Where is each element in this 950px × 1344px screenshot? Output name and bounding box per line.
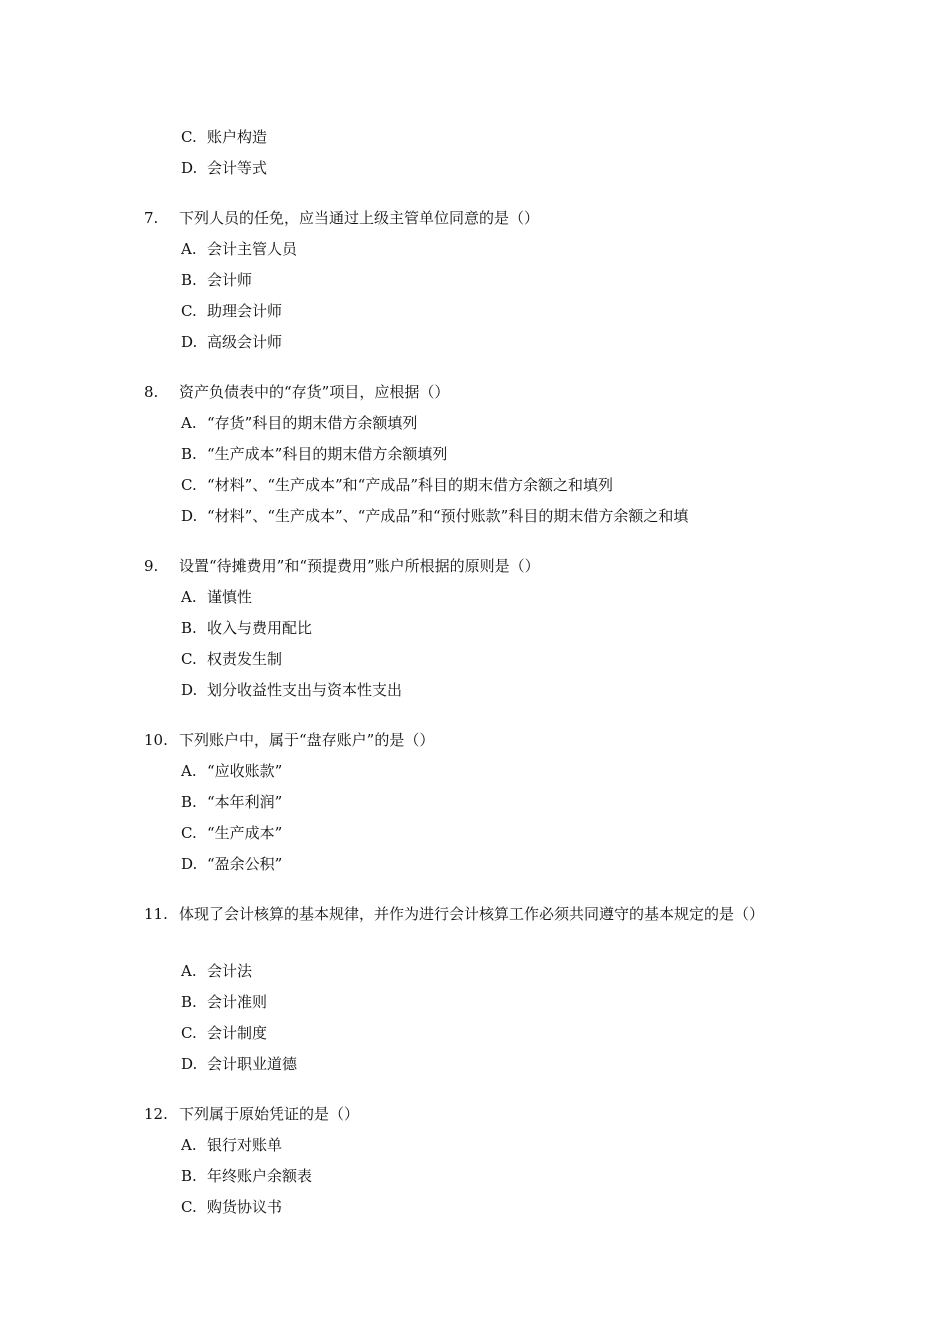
q8-option-d xyxy=(181,506,688,526)
option-text: 助理会计师 xyxy=(207,302,283,320)
option-label: B. xyxy=(181,793,197,811)
option-text: 购货协议书 xyxy=(207,1198,283,1216)
option-label: D. xyxy=(181,855,198,873)
q10-option-a xyxy=(181,761,282,781)
option-text: “生产成本” xyxy=(207,824,283,842)
question-text: 体现了会计核算的基本规律，并作为进行会计核算工作必须共同遵守的基本规定的是（） xyxy=(179,905,765,923)
question-number: 11. xyxy=(144,905,168,923)
q12-option-b xyxy=(181,1166,312,1186)
question-text: 设置“待摊费用”和“预提费用”账户所根据的原则是（） xyxy=(179,557,540,575)
option-label: A. xyxy=(181,588,197,606)
option-text: 会计等式 xyxy=(207,159,268,177)
option-label: A. xyxy=(181,240,197,258)
question-number: 9. xyxy=(144,557,159,575)
option-label: C. xyxy=(181,476,197,494)
q7-option-d xyxy=(181,332,282,352)
option-label: D. xyxy=(181,333,198,351)
option-text: 会计职业道德 xyxy=(207,1055,298,1073)
q7-option-a xyxy=(181,239,297,259)
option-label: A. xyxy=(181,962,197,980)
q9-option-c xyxy=(181,649,282,669)
option-text: 高级会计师 xyxy=(207,333,283,351)
option-text: 会计准则 xyxy=(207,993,268,1011)
option-text: 收入与费用配比 xyxy=(207,619,313,637)
question-text: 下列人员的任免，应当通过上级主管单位同意的是（） xyxy=(179,209,540,227)
option-text: “存货”科目的期末借方余额填列 xyxy=(207,414,418,432)
question-number: 10. xyxy=(144,731,168,749)
q12-option-c xyxy=(181,1197,282,1217)
option-text: 谨慎性 xyxy=(207,588,253,606)
option-label: A. xyxy=(181,762,197,780)
q11-option-b xyxy=(181,992,267,1012)
option-c-lead xyxy=(181,127,267,147)
q7-option-b xyxy=(181,270,252,290)
option-label: B. xyxy=(181,619,197,637)
q10-option-d xyxy=(181,854,282,874)
question-number: 7. xyxy=(144,209,159,227)
option-text: “本年利润” xyxy=(207,793,283,811)
option-label: C. xyxy=(181,302,197,320)
option-text: 权责发生制 xyxy=(207,650,283,668)
q9-option-b xyxy=(181,618,312,638)
question-text: 下列属于原始凭证的是（） xyxy=(179,1105,360,1123)
option-label: B. xyxy=(181,1167,197,1185)
option-text: 会计制度 xyxy=(207,1024,268,1042)
option-text: “应收账款” xyxy=(207,762,283,780)
option-label: D. xyxy=(181,1055,198,1073)
option-label: D. xyxy=(181,681,198,699)
option-text: 划分收益性支出与资本性支出 xyxy=(207,681,403,699)
option-label: B. xyxy=(181,271,197,289)
option-text: 年终账户余额表 xyxy=(207,1167,313,1185)
q10-option-b xyxy=(181,792,282,812)
q8-option-c xyxy=(181,475,613,495)
option-text: “生产成本”科目的期末借方余额填列 xyxy=(207,445,448,463)
option-label: C. xyxy=(181,1024,197,1042)
option-label: D. xyxy=(181,507,198,525)
q11-option-d xyxy=(181,1054,297,1074)
q11-option-a xyxy=(181,961,252,981)
question-number: 8. xyxy=(144,383,159,401)
q8-option-b xyxy=(181,444,447,464)
q7-option-c xyxy=(181,301,282,321)
option-text: “盈余公积” xyxy=(207,855,283,873)
question-number: 12. xyxy=(144,1105,168,1123)
q8-option-a xyxy=(181,413,417,433)
option-text: 账户构造 xyxy=(207,128,268,146)
option-text: 会计主管人员 xyxy=(207,240,298,258)
q12-option-a xyxy=(181,1135,282,1155)
option-text: 银行对账单 xyxy=(207,1136,283,1154)
option-label: B. xyxy=(181,445,197,463)
option-label: C. xyxy=(181,824,197,842)
option-text: “材料”、“生产成本”和“产成品”科目的期末借方余额之和填列 xyxy=(207,476,614,494)
question-text: 资产负债表中的“存货”项目，应根据（） xyxy=(179,383,450,401)
option-label: B. xyxy=(181,993,197,1011)
q10-option-c xyxy=(181,823,282,843)
option-text: “材料”、“生产成本”、“产成品”和“预付账款”科目的期末借方余额之和填 xyxy=(207,507,689,525)
option-d-lead xyxy=(181,158,267,178)
option-label: A. xyxy=(181,1136,197,1154)
q9-option-a xyxy=(181,587,252,607)
option-text: 会计师 xyxy=(207,271,253,289)
option-text: 会计法 xyxy=(207,962,253,980)
question-text: 下列账户中，属于“盘存账户”的是（） xyxy=(179,731,435,749)
option-label: D. xyxy=(181,159,198,177)
q9-option-d xyxy=(181,680,402,700)
q11-option-c xyxy=(181,1023,267,1043)
option-label: C. xyxy=(181,1198,197,1216)
option-label: C. xyxy=(181,650,197,668)
option-label: A. xyxy=(181,414,197,432)
option-label: C. xyxy=(181,128,197,146)
